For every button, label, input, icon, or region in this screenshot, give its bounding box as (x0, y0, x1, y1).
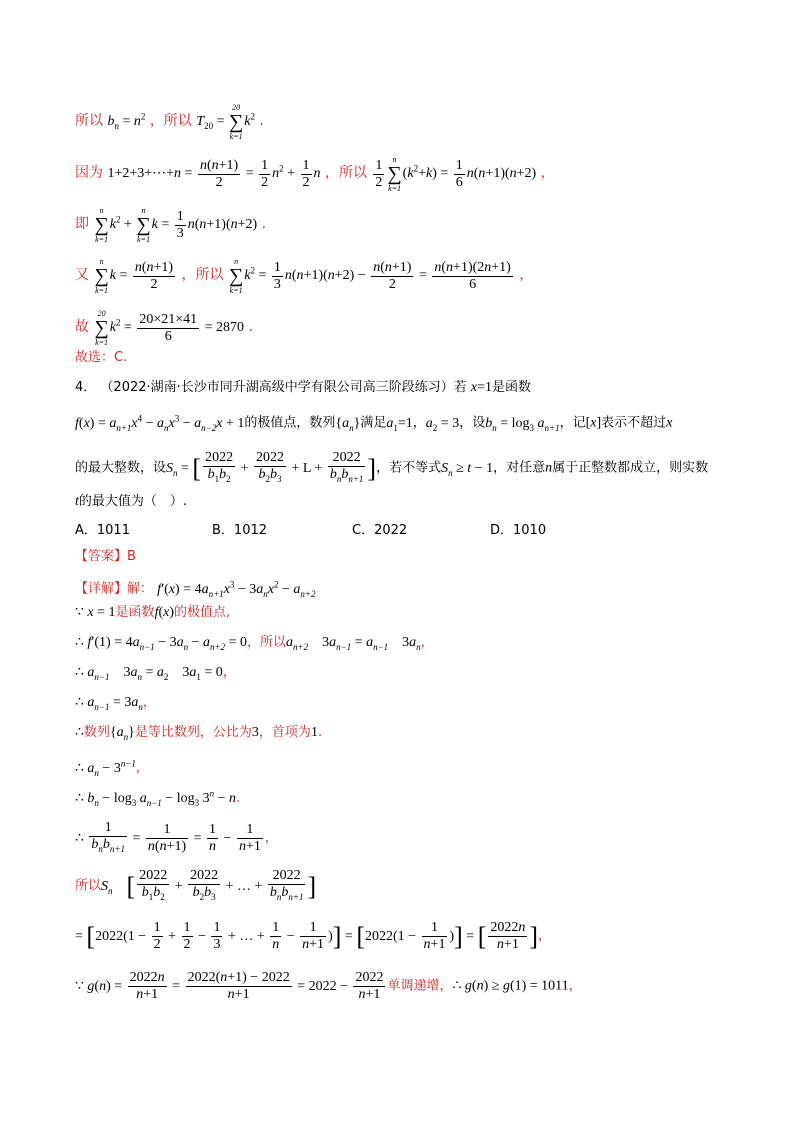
question-header: 4． （2022·湖南·长沙市同升湖高级中学有限公司高三阶段练习）若 x=1是函数 (75, 380, 532, 395)
option-c: C．2022 (352, 523, 408, 538)
text-label: 的极值点，数列 (244, 415, 336, 431)
detail-line-9: ∴ $\frac{1}{b_nb_{n+1}}$ = $\frac{1}{n(n+1)}$ = $\frac{1}{n}$ − $\frac{1}{n+1}$ ， (75, 820, 278, 854)
text-label: 解： (127, 581, 154, 597)
detail-line-6: ∴数列$\{a_n\}$是等比数列，公比为3，首项为1. (75, 725, 323, 742)
text-label: 是等比数列，公比为 (134, 725, 252, 740)
text-label: ，首项为 (258, 725, 311, 740)
question-line-4: t的最大值为（ ）. (75, 494, 188, 509)
question-line-2: $f(x) = a_{n+1}x^4 - a_nx^3 - a_{n-2}x + 1$的极值点，数列$\{a_n\}$满足$a_1=1$，$a_2 = 3$，设$b_n = \log_3 a_{n+1}$，记[x]表示不超过x (75, 413, 673, 433)
text-label: 的极值点, (174, 605, 231, 620)
text-label: 又 (75, 267, 89, 284)
text-label: 单调递增， (387, 978, 453, 994)
option-b: B．1012 (212, 523, 268, 538)
answer-label: 【答案】B (75, 549, 136, 564)
detail-line-7: ∴ $a_n - 3^{n-1}$， (75, 758, 149, 778)
solution-line-4: 又 n ∑ k=1 k = $\frac{n(n+1)}{2}$ ，所以 n ∑ k=1 $k^2$ = $\frac{1}{3}$ n(n+1)(n+2) − $\frac{n(n+1)}{2}$ = $\frac{n(n+1)(2n+1)}{6}$ ， (75, 257, 534, 295)
detail-line-12: ∵ g(n) = $\frac{2022n}{n+1}$ = $\frac{2022(n+1) - 2022}{n+1}$ = 2022 − $\frac{2022}{n+1}$ 单调递增，∴ g(n) ≥ g(1) = 1011， (75, 970, 582, 1002)
text-label: 所以 (75, 878, 102, 894)
option-a: A．1011 (75, 523, 130, 538)
text-label: 属于正整数都成立，则实数 (552, 460, 709, 476)
question-source: （2022·湖南·长沙市同升湖高级中学有限公司高三阶段练习）若 (100, 380, 467, 395)
text-label: ，所以 (149, 113, 192, 130)
text-label: 的最大整数，设 (75, 460, 167, 476)
text-label: 所以 (75, 113, 103, 130)
detail-line-3: ∴ $f'(1) = 4a_{n-1} - 3a_n - a_{n+2} = 0$，所以$a_{n+2}$ $3a_{n-1} = a_{n-1}$ $3a_n$， (75, 635, 434, 652)
detail-line-8: ∴ $b_n - \log_3 a_{n-1} - \log_3 3^n - n$. (75, 788, 241, 808)
detail-label: 【详解】 (75, 581, 128, 597)
detail-line-2: ∵ x = 1是函数f(x)的极值点, (75, 605, 231, 620)
solution-line-1: 所以 $b_n = n^2$ ，所以 $T_{20}$ = 20 ∑ k=1 $k^2$ . (75, 103, 264, 141)
text-label: ，若不等式 (376, 460, 442, 476)
text-label: ， (412, 415, 426, 431)
solution-line-5: 故 20 ∑ k=1 $k^2$ = $\frac{20\times 21\times 41}{6}$ = 2870 . (75, 309, 253, 347)
solution-choice: 故选：C. (75, 350, 128, 365)
detail-line-1: 【详解】解： $f'(x) = 4a_{n+1}x^3 - 3a_nx^2 - a_{n+2}$ (75, 579, 316, 599)
solution-line-3: 即 n ∑ k=1 $k^2$ + n ∑ k=1 k = $\frac{1}{3}$ n(n+1)(n+2) . (75, 206, 267, 244)
question-line-3: 的最大整数，设$S_n$ = [ $\frac{2022}{b_1b_2}$ + $\frac{2022}{b_2b_3}$ + L + $\frac{2022}{b_nb_{n+1}}$ ]，若不等式$S_n \ge t - 1$，对任意n属于正整数都成立，则实数 (75, 450, 709, 484)
detail-line-10: 所以$S_n$ [ $\frac{2022}{b_1b_2}$ + $\frac{2022}{b_2b_3}$ + … + $\frac{2022}{b_nb_{n+1}}$ ] (75, 868, 317, 902)
text-label: 故 (75, 319, 89, 336)
text-label: 即 (75, 216, 89, 233)
text-label: ，设 (459, 415, 486, 431)
text-label: 是函数 (115, 605, 155, 620)
detail-line-4: ∴ $a_{n-1}$ $3a_n = a_2$ $3a_1 = 0$， (75, 665, 236, 682)
text-label: ，所以 (181, 267, 224, 284)
question-number: 4． (75, 380, 97, 395)
detail-line-5: ∴ $a_{n-1} = 3a_n$， (75, 695, 156, 712)
text-label: ，对任意 (493, 460, 546, 476)
text-label: 满足 (360, 415, 387, 431)
text-label: 表示不超过 (601, 415, 667, 431)
text-label: 因为 (75, 165, 103, 182)
text-label: 是函数 (492, 380, 532, 395)
solution-line-2: 因为 1+2+3+⋯+n = $\frac{n(n+1)}{2}$ = $\frac{1}{2}$ $n^2$ + $\frac{1}{2}$ n ，所以 $\frac{1}{2}$ n ∑ k=1 $(k^2+k)$ = $\frac{1}{6}$ n(n+1)(n+2) ， (75, 155, 555, 193)
text-label: ，记 (559, 415, 586, 431)
text-label: 的最大值为（ ）. (78, 494, 188, 509)
detail-line-11: = [2022(1 − $\frac{1}{2}$ + $\frac{1}{2}$ − $\frac{1}{3}$ + … + $\frac{1}{n}$ − $\frac{1}{n+1}$ )] = [2022(1 − $\frac{1}{n+1}$ )] = [ $\frac{2022n}{n+1}$ ]， (75, 920, 552, 952)
text-label: ，所以 (324, 165, 367, 182)
text-label: 数列 (83, 725, 110, 740)
text-label: ，所以 (246, 635, 286, 650)
option-d: D．1010 (490, 523, 547, 538)
